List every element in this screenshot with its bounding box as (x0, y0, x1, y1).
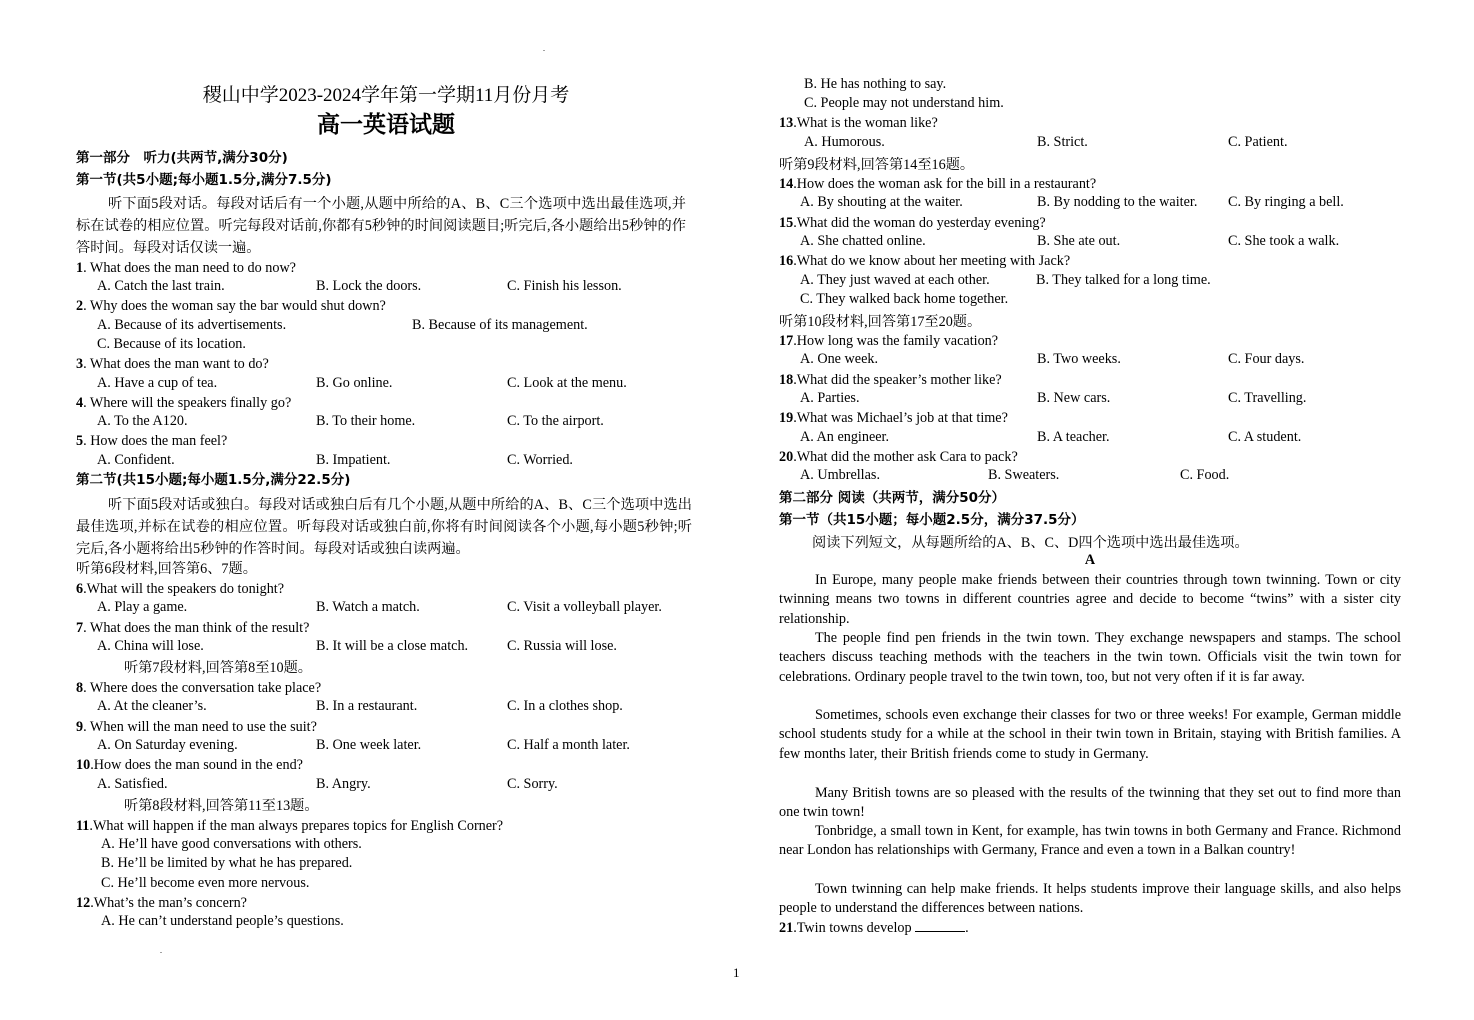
q3-option-a: A. Have a cup of tea. (97, 375, 218, 391)
material-7-label: 听第7段材料,回答第8至10题。 (124, 660, 312, 676)
q16-option-b: B. They talked for a long time. (1036, 272, 1211, 288)
q6-option-c: C. Visit a volleyball player. (507, 599, 662, 615)
part1-section2-instructions: 听下面5段对话或独白。每段对话或独白后有几个小题,从题中所给的A、B、C三个选项中选出最佳选项,并标在试卷的相应位置。听每段对话或独白前,你将有时间阅读各个小题,每小题5秒钟;听完后,各小题将给出5秒钟的作答时间。每段对话或独白读两遍。 (76, 497, 692, 557)
q16-option-c: C. They walked back home together. (800, 291, 1009, 307)
question-19: 19.What was Michael’s job at that time? (779, 410, 1008, 426)
question-12: 12.What’s the man’s concern? (76, 895, 247, 911)
q14-option-b: B. By nodding to the waiter. (1037, 194, 1198, 210)
question-13: 13.What is the woman like? (779, 115, 938, 131)
question-14: 14.How does the woman ask for the bill in a restaurant? (779, 176, 1097, 192)
part1-heading: 第一部分 听力(共两节,满分30分) (76, 150, 288, 166)
q10-option-b: B. Angry. (316, 776, 371, 792)
question-10: 10.How does the man sound in the end? (76, 757, 303, 773)
part1-section1-instructions: 听下面5段对话。每段对话后有一个小题,从题中所给的A、B、C三个选项中选出最佳选项,并标在试卷的相应位置。听完每段对话前,你都有5秒钟的时间阅读题目;听完后,各小题给出5秒钟的作答时间。每段对话仅读一遍。 (76, 196, 686, 256)
question-21: 21.Twin towns develop . (779, 920, 969, 936)
question-8: 8. Where does the conversation take place? (76, 680, 322, 696)
q18-option-a: A. Parties. (800, 390, 860, 406)
q17-option-b: B. Two weeks. (1037, 351, 1121, 367)
q5-option-b: B. Impatient. (316, 452, 391, 468)
q19-option-b: B. A teacher. (1037, 429, 1110, 445)
material-6-label: 听第6段材料,回答第6、7题。 (76, 561, 257, 577)
q10-option-a: A. Satisfied. (97, 776, 168, 792)
passage-paragraph-4: Many British towns are so pleased with the results of the twinning that they set out to find more than one twin town! (779, 785, 1401, 821)
q20-option-a: A. Umbrellas. (800, 467, 880, 483)
q17-option-a: A. One week. (800, 351, 879, 367)
question-15: 15.What did the woman do yesterday evening? (779, 215, 1046, 231)
q4-option-a: A. To the A120. (97, 413, 188, 429)
question-3: 3. What does the man want to do? (76, 356, 269, 372)
passage-paragraph-1: In Europe, many people make friends between their countries through town twinning. Town or city twinning means two towns in different countries agree and decide to become “twins” with a sister city relationship. (779, 572, 1401, 627)
decorative-dot: . (160, 946, 162, 955)
q5-option-c: C. Worried. (507, 452, 573, 468)
question-4: 4. Where will the speakers finally go? (76, 395, 292, 411)
q13-option-c: C. Patient. (1228, 134, 1288, 150)
q9-option-c: C. Half a month later. (507, 737, 630, 753)
q2-option-b: B. Because of its management. (412, 317, 588, 333)
q8-option-b: B. In a restaurant. (316, 698, 418, 714)
question-18: 18.What did the speaker’s mother like? (779, 372, 1002, 388)
q9-option-a: A. On Saturday evening. (97, 737, 238, 753)
q18-option-b: B. New cars. (1037, 390, 1111, 406)
q15-option-c: C. She took a walk. (1228, 233, 1340, 249)
part2-heading: 第二部分 阅读（共两节，满分50分） (779, 490, 1005, 506)
q12-option-b: B. He has nothing to say. (804, 76, 947, 92)
q1-option-b: B. Lock the doors. (316, 278, 422, 294)
part2-instructions: 阅读下列短文，从每题所给的A、B、C、D四个选项中选出最佳选项。 (812, 535, 1249, 551)
question-9: 9. When will the man need to use the suit? (76, 719, 317, 735)
q1-option-c: C. Finish his lesson. (507, 278, 622, 294)
passage-paragraph-3: Sometimes, schools even exchange their classes for two or three weeks! For example, German middle school students study for a while at the school in their twin town in Britain, staying with British families. A few months later, their British friends come to study in Germany. (779, 707, 1401, 762)
q3-option-c: C. Look at the menu. (507, 375, 627, 391)
part2-section1-heading: 第一节（共15小题；每小题2.5分，满分37.5分） (779, 512, 1085, 528)
q7-option-c: C. Russia will lose. (507, 638, 617, 654)
q1-option-a: A. Catch the last train. (97, 278, 225, 294)
passage-paragraph-5: Tonbridge, a small town in Kent, for example, has twin towns in both Germany and France. Richmond near London has relationships with Germany, France and even a town in a Balkan country! (779, 823, 1401, 859)
q11-option-c: C. He’ll become even more nervous. (101, 875, 310, 891)
q9-option-b: B. One week later. (316, 737, 422, 753)
q13-option-b: B. Strict. (1037, 134, 1088, 150)
question-5: 5. How does the man feel? (76, 433, 228, 449)
question-7: 7. What does the man think of the result? (76, 620, 310, 636)
decorative-dot: . (543, 44, 545, 53)
q3-option-b: B. Go online. (316, 375, 393, 391)
q15-option-b: B. She ate out. (1037, 233, 1121, 249)
q2-option-a: A. Because of its advertisements. (97, 317, 287, 333)
question-16: 16.What do we know about her meeting with Jack? (779, 253, 1071, 269)
q19-option-c: C. A student. (1228, 429, 1302, 445)
q11-option-a: A. He’ll have good conversations with others. (101, 836, 362, 852)
question-6: 6.What will the speakers do tonight? (76, 581, 285, 597)
passage-paragraph-6: Town twinning can help make friends. It helps students improve their language skills, and also helps people to understand the differences between nations. (779, 881, 1401, 917)
question-2: 2. Why does the woman say the bar would shut down? (76, 298, 386, 314)
q10-option-c: C. Sorry. (507, 776, 558, 792)
q6-option-b: B. Watch a match. (316, 599, 420, 615)
q20-option-b: B. Sweaters. (988, 467, 1060, 483)
question-17: 17.How long was the family vacation? (779, 333, 999, 349)
material-9-label: 听第9段材料,回答第14至16题。 (779, 157, 975, 173)
school-title: 稷山中学2023-2024学年第一学期11月份月考 (202, 85, 570, 106)
q15-option-a: A. She chatted online. (800, 233, 926, 249)
q18-option-c: C. Travelling. (1228, 390, 1307, 406)
q8-option-c: C. In a clothes shop. (507, 698, 623, 714)
q4-option-b: B. To their home. (316, 413, 416, 429)
question-20: 20.What did the mother ask Cara to pack? (779, 449, 1018, 465)
q16-option-a: A. They just waved at each other. (800, 272, 990, 288)
q14-option-c: C. By ringing a bell. (1228, 194, 1344, 210)
q11-option-b: B. He’ll be limited by what he has prepared. (101, 855, 353, 871)
passage-label: A (1084, 552, 1096, 568)
q12-option-c: C. People may not understand him. (804, 95, 1004, 111)
passage-paragraph-2: The people find pen friends in the twin town. They exchange newspapers and stamps. The school teachers discuss teaching methods with the teachers in the twin town. Officials visit the twin town for celebrations. Ordinary people travel to the twin town, too, but not very often if it is far away. (779, 630, 1401, 685)
q7-option-a: A. China will lose. (97, 638, 204, 654)
question-11: 11.What will happen if the man always prepares topics for English Corner? (76, 818, 504, 834)
q8-option-a: A. At the cleaner’s. (97, 698, 207, 714)
q6-option-a: A. Play a game. (97, 599, 188, 615)
part1-section2-heading: 第二节(共15小题;每小题1.5分,满分22.5分) (76, 472, 351, 488)
q2-option-c: C. Because of its location. (97, 336, 246, 352)
q7-option-b: B. It will be a close match. (316, 638, 469, 654)
question-1: 1. What does the man need to do now? (76, 260, 296, 276)
material-8-label: 听第8段材料,回答第11至13题。 (124, 798, 319, 814)
q14-option-a: A. By shouting at the waiter. (800, 194, 963, 210)
q13-option-a: A. Humorous. (804, 134, 885, 150)
material-10-label: 听第10段材料,回答第17至20题。 (779, 314, 982, 330)
answer-blank (915, 919, 965, 932)
q20-option-c: C. Food. (1180, 467, 1230, 483)
q12-option-a: A. He can’t understand people’s questions. (101, 913, 344, 929)
page-number: 1 (733, 965, 740, 980)
part1-section1-heading: 第一节(共5小题;每小题1.5分,满分7.5分) (76, 172, 332, 188)
q19-option-a: A. An engineer. (800, 429, 890, 445)
q5-option-a: A. Confident. (97, 452, 175, 468)
q4-option-c: C. To the airport. (507, 413, 604, 429)
q17-option-c: C. Four days. (1228, 351, 1305, 367)
exam-title: 高一英语试题 (317, 112, 455, 138)
